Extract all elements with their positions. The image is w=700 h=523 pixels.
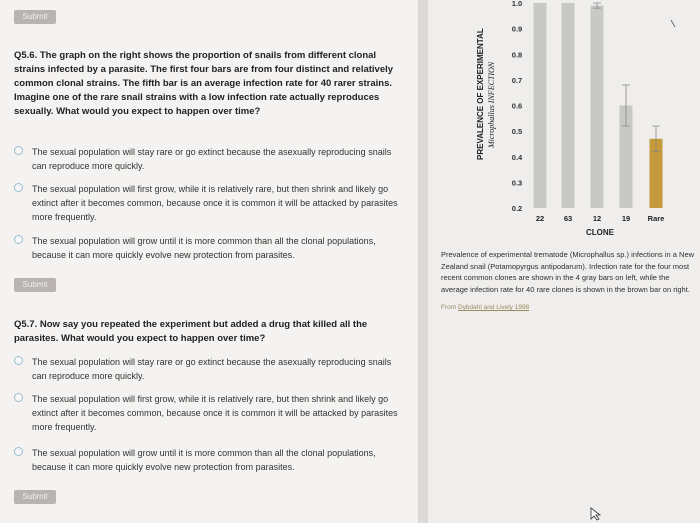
option-label: The sexual population will stay rare or go extinct because the asexually reproducing snails can reproduce more quickly.: [32, 357, 392, 381]
radio-icon[interactable]: [14, 146, 23, 155]
y-tick-label: 0.7: [511, 75, 523, 85]
stray-mark: [671, 20, 675, 27]
radio-icon[interactable]: [14, 183, 23, 192]
x-tick-label: 63: [563, 214, 573, 223]
option-label: The sexual population will grow until it is more common than all the clonal populations, because it can more quickly evolve new protection from parasites.: [32, 236, 376, 260]
y-tick-label: 0.3: [511, 178, 523, 188]
submit-button-q57[interactable]: Submit: [14, 490, 56, 504]
x-tick-label: 19: [621, 214, 631, 223]
bar-22: [534, 3, 547, 208]
figure-caption: Prevalence of experimental trematode (Microphallus sp.) infections in a New Zealand snail (Potamopyrgus antipodarum). Infection rate for the four most recent common clones are shown in the 4 gray bars on left, while the average infection rate for 40 rare clones is shown in the brown bar on right.: [441, 250, 695, 294]
figure-source: [441, 304, 529, 311]
question-5-7: Q5.7. Now say you repeated the experiment but added a drug that killed all the parasites. What would you expect to happen over time?: [14, 319, 368, 344]
y-tick-label: 0.6: [511, 101, 523, 111]
q57-option-2[interactable]: [14, 392, 404, 432]
option-label: The sexual population will first grow, while it is relatively rare, but then shrink and likely go extinct after it becomes common, because once it is common it will be attacked by parasites more frequently.: [32, 394, 398, 432]
scrollbar-gutter[interactable]: [418, 0, 428, 523]
submit-button-q56[interactable]: Submit: [14, 278, 56, 292]
radio-icon[interactable]: [14, 393, 23, 402]
infection-chart: [428, 0, 700, 240]
mouse-cursor-icon: [590, 507, 602, 521]
y-tick-label: 0.5: [511, 127, 523, 137]
radio-icon[interactable]: [14, 235, 23, 244]
q56-option-1[interactable]: [14, 145, 404, 181]
q57-option-1[interactable]: [14, 355, 404, 391]
x-tick-label: 12: [592, 214, 602, 223]
x-tick-label: Rare: [647, 214, 665, 223]
q57-option-3[interactable]: [14, 446, 404, 482]
option-label: The sexual population will stay rare or go extinct because the asexually reproducing snails can reproduce more quickly.: [32, 147, 392, 171]
source-link[interactable]: Dybdahl and Lively 1998: [457, 304, 530, 311]
bar-63: [562, 3, 575, 208]
option-label: The sexual population will first grow, while it is relatively rare, but then shrink and likely go extinct after it becomes common, because once it is common it will be attacked by parasites more frequently.: [32, 184, 398, 222]
option-label: The sexual population will grow until it is more common than all the clonal populations, because it can more quickly evolve new protection from parasites.: [32, 448, 376, 472]
y-tick-label: 0.4: [511, 152, 523, 162]
question-5-6: Q5.6. The graph on the right shows the proportion of snails from different clonal strains infected by a parasite. The first four bars are from four distinct and relatively common clonal strains. The fifth bar is an average infection rate for 40 rarer strains. Imagine one of the rare snail strains with a low infection rate actually reproduces sexually. What would you expect to happen over time?: [14, 50, 394, 117]
source-prefix: From: [441, 304, 458, 311]
q56-option-2[interactable]: [14, 182, 404, 222]
radio-icon[interactable]: [14, 447, 23, 456]
y-tick-label: 0.9: [511, 24, 523, 34]
q56-option-3[interactable]: [14, 234, 404, 270]
y-tick-label: 0.2: [511, 204, 523, 213]
y-tick-label: 1.0: [511, 0, 523, 8]
x-axis-label: CLONE: [586, 228, 614, 237]
y-tick-label: 0.8: [511, 50, 523, 60]
submit-button-top[interactable]: Submit: [14, 10, 56, 24]
x-tick-label: 22: [535, 214, 545, 223]
radio-icon[interactable]: [14, 356, 23, 365]
bar-12: [591, 6, 604, 208]
chart-svg: [428, 0, 700, 240]
y-axis-label-italic: Microphallus INFECTION: [487, 61, 496, 148]
y-axis-label: PREVALENCE OF EXPERIMENTAL: [476, 28, 485, 160]
